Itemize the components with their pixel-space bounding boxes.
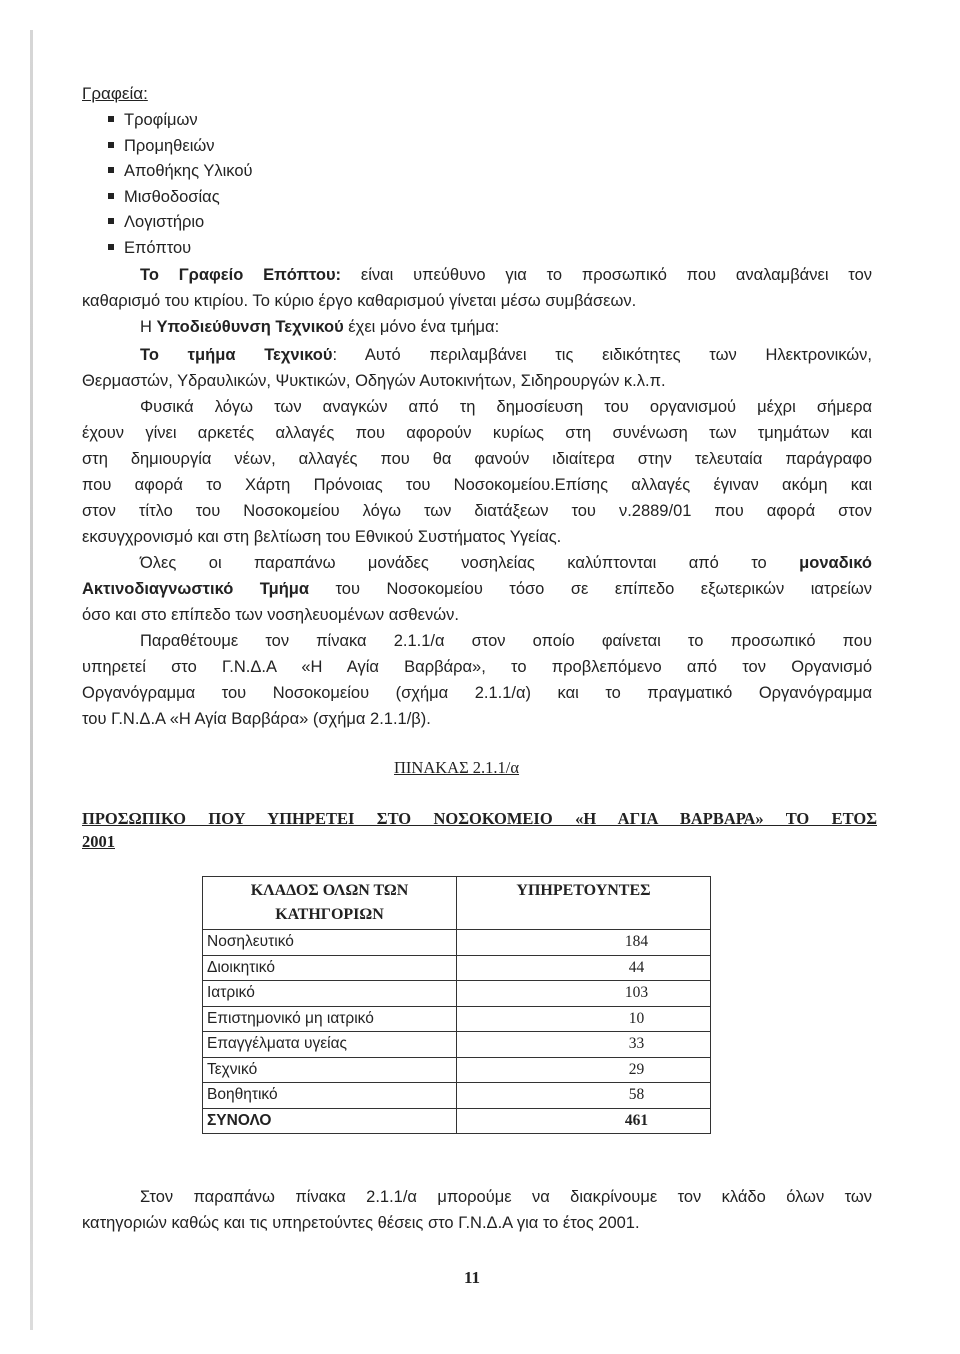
table-row: [203, 930, 711, 956]
paragraph-line: Οργανόγραμμα του Νοσοκομείου (σχήμα 2.1.1/α) και το πραγματικό Οργανόγραμμα: [82, 684, 872, 702]
paragraph-line: όσο και στο επίπεδο των νοσηλευομένων ασθενών.: [82, 606, 459, 624]
row-value: 103: [457, 981, 711, 1007]
bullet-icon: [108, 193, 114, 199]
total-value: 461: [457, 1108, 711, 1134]
table-row: [203, 1032, 711, 1058]
column-header-category: ΚΛΑΔΟΣ ΟΛΩΝ ΤΩΝ ΚΑΤΗΓΟΡΙΩΝ: [203, 877, 457, 930]
row-value: 29: [457, 1057, 711, 1083]
table-caption: ΠΙΝΑΚΑΣ 2.1.1/α: [394, 758, 520, 777]
row-value: 184: [457, 930, 711, 956]
paragraph-line: του Γ.Ν.Δ.Α «Η Αγία Βαρβάρα» (σχήμα 2.1.1/β).: [82, 710, 431, 728]
paragraph-line: που αφορά το Χάρτη Πρόνοιας του Νοσοκομείου.Επίσης αλλαγές έγιναν ακόμη και: [82, 476, 872, 494]
list-item: Προμηθειών: [108, 134, 253, 160]
row-label: Τεχνικό: [203, 1057, 457, 1083]
bullet-icon: [108, 218, 114, 224]
paragraph-line: στη δημιουργία νέων, αλλαγές που θα φανούν ιδιαίτερα στην τελευταία παράγραφο: [82, 450, 872, 468]
table-heading: ΠΡΟΣΩΠΙΚΟ ΠΟΥ ΥΠΗΡΕΤΕΙ ΣΤΟ ΝΟΣΟΚΟΜΕΙΟ «Η ΑΓΙΑ ΒΑΡΒΑΡΑ» ΤΟ ΕΤΟΣ 2001: [82, 809, 877, 851]
row-label: Ιατρικό: [203, 981, 457, 1007]
table-row: [203, 955, 711, 981]
staff-table: [202, 876, 711, 1134]
row-value: 33: [457, 1032, 711, 1058]
paragraph-line: έχουν γίνει αρκετές αλλαγές που αφορούν κυρίως στη συνένωση των τμημάτων και: [82, 424, 872, 442]
page-number: 11: [464, 1268, 481, 1287]
scan-edge-shadow: [30, 30, 33, 1330]
list-item: Αποθήκης Υλικού: [108, 159, 253, 185]
row-value: 10: [457, 1006, 711, 1032]
table-row: [203, 981, 711, 1007]
row-label: Νοσηλευτικό: [203, 930, 457, 956]
bullet-icon: [108, 244, 114, 250]
total-label: ΣΥΝΟΛΟ: [203, 1108, 457, 1134]
column-header-serving: ΥΠΗΡΕΤΟΥΝΤΕΣ: [457, 877, 711, 930]
paragraph-line: Η Υποδιεύθυνση Τεχνικού έχει μόνο ένα τμήμα:: [140, 318, 500, 336]
row-label: Επιστημονικό μη ιατρικό: [203, 1006, 457, 1032]
row-value: 44: [457, 955, 711, 981]
table-row: [203, 1006, 711, 1032]
paragraph-line: Το Γραφείο Επόπτου: είναι υπεύθυνο για το προσωπικό που αναλαμβάνει τον: [140, 266, 872, 284]
paragraph-line: Στον παραπάνω πίνακα 2.1.1/α μπορούμε να διακρίνουμε τον κλάδο όλων των: [140, 1188, 872, 1206]
offices-list: [108, 108, 253, 262]
bullet-icon: [108, 116, 114, 122]
paragraph-line: Θερμαστών, Υδραυλικών, Ψυκτικών, Οδηγών Αυτοκινήτων, Σιδηρουργών κ.λ.π.: [82, 372, 666, 390]
paragraph-line: Φυσικά λόγω των αναγκών από τη δημοσίευση του οργανισμού μέχρι σήμερα: [140, 398, 872, 416]
list-item: Μισθοδοσίας: [108, 185, 253, 211]
list-item: Επόπτου: [108, 236, 253, 262]
row-value: 58: [457, 1083, 711, 1109]
row-label: Βοηθητικό: [203, 1083, 457, 1109]
table-row: [203, 1083, 711, 1109]
bullet-icon: [108, 167, 114, 173]
table-row: [203, 1057, 711, 1083]
row-label: Επαγγέλματα υγείας: [203, 1032, 457, 1058]
paragraph-line: εκσυγχρονισμό και στη βελτίωση του Εθνικού Συστήματος Υγείας.: [82, 528, 562, 546]
paragraph-line: κατηγοριών καθώς και τις υπηρετούντες θέσεις στο Γ.Ν.Δ.Α για το έτος 2001.: [82, 1214, 640, 1232]
table-header-row: [203, 877, 711, 930]
paragraph-line: Το τμήμα Τεχνικού: Αυτό περιλαμβάνει τις ειδικότητες των Ηλεκτρονικών,: [140, 346, 872, 364]
paragraph-line: Όλες οι παραπάνω μονάδες νοσηλείας καλύπτονται από το μοναδικό: [140, 554, 872, 572]
section-title: Γραφεία:: [82, 84, 148, 103]
paragraph-line: στον τίτλο του Νοσοκομείου λόγω των διατάξεων του ν.2889/01 που αφορά στον: [82, 502, 872, 520]
table-total-row: [203, 1108, 711, 1134]
list-item: Τροφίμων: [108, 108, 253, 134]
paragraph-line: Ακτινοδιαγνωστικό Τμήμα του Νοσοκομείου τόσο σε επίπεδο εξωτερικών ιατρείων: [82, 580, 872, 598]
paragraph-line: Παραθέτουμε τον πίνακα 2.1.1/α στον οποίο φαίνεται το προσωπικό που: [140, 632, 872, 650]
list-item: Λογιστήριο: [108, 210, 253, 236]
bullet-icon: [108, 142, 114, 148]
paragraph-line: υπηρετεί στο Γ.Ν.Δ.Α «Η Αγία Βαρβάρα», το προβλεπόμενο από τον Οργανισμό: [82, 658, 872, 676]
row-label: Διοικητικό: [203, 955, 457, 981]
paragraph-line: καθαρισμό του κτιρίου. Το κύριο έργο καθαρισμού γίνεται μέσω συμβάσεων.: [82, 292, 637, 310]
